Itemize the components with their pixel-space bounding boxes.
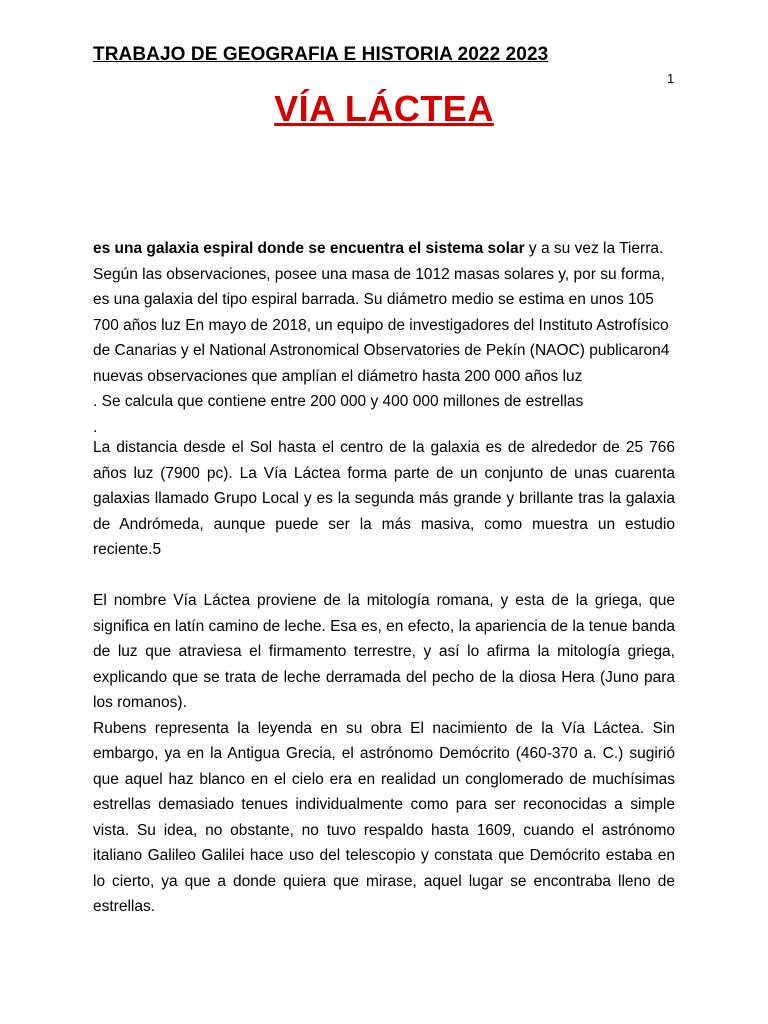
paragraph-line: los romanos). [93,694,187,711]
paragraph-line [93,236,675,262]
document-header: TRABAJO DE GEOGRAFIA E HISTORIA 2022 2023 [93,44,549,65]
paragraph-line: que aquel haz blanco en el cielo era en realidad un conglomerado de muchísimas [93,770,675,788]
paragraph-line: Rubens representa la leyenda en su obra El nacimiento de la Vía Láctea. Sin [93,719,675,737]
paragraph-line: nuevas observaciones que amplían el diámetro hasta 200 000 años luz [93,367,583,385]
lead-rest-text: y a su vez la Tierra. [524,240,664,257]
paragraph-line: de luz que atraviesa el firmamento terrestre, y así lo afirma la mitología griega, [93,643,675,660]
paragraph-name-origin [93,588,675,920]
paragraph-line: de Andrómeda, aunque puede ser la más masiva, como muestra un estudio [93,515,675,533]
paragraph-intro [93,236,675,440]
paragraph-line: 700 años luz En mayo de 2018, un equipo de investigadores del Instituto Astrofísico [93,316,669,334]
paragraph-line: Según las observaciones, posee una masa de 1012 masas solares y, por su forma, [93,265,665,283]
paragraph-line: El nombre Vía Láctea proviene de la mitología romana, y esta de la griega, que [93,592,675,609]
paragraph-line: . [93,418,98,436]
paragraph-line: lo cierto, ya que a donde quiera que mirase, aquel lugar se encontraba lleno de [93,872,675,890]
paragraph-line: . Se calcula que contiene entre 200 000 y 400 000 millones de estrellas [93,393,584,410]
paragraph-line: italiano Galileo Galilei hace uso del telescopio y constata que Demócrito estaba en [93,847,675,864]
paragraph-line: significa en latín camino de leche. Esa es, en efecto, la apariencia de la tenue banda [93,617,675,635]
paragraph-line: estrellas demasiado tenues individualmente como para ser reconocidas a simple [93,796,675,813]
paragraph-line: es una galaxia del tipo espiral barrada. Su diámetro medio se estima en unos 105 [93,291,654,308]
paragraph-line: de Canarias y el National Astronomical Observatories de Pekín (NAOC) publicaron4 [93,342,670,359]
bold-lead-text: es una galaxia espiral donde se encuentra el sistema solar [93,240,525,257]
paragraph-line: La distancia desde el Sol hasta el centro de la galaxia es de alrededor de 25 766 [93,439,675,456]
page-number: 1 [667,71,675,86]
paragraph-line: vista. Su idea, no obstante, no tuvo respaldo hasta 1609, cuando el astrónomo [93,821,675,839]
paragraph-line: galaxias llamado Grupo Local y es la segunda más grande y brillante tras la galaxia [93,490,675,507]
page-title: VÍA LÁCTEA [274,88,494,129]
paragraph-line: reciente.5 [93,541,162,558]
paragraph-line: explicando que se trata de leche derramada del pecho de la diosa Hera (Juno para [93,668,675,686]
paragraph-distance [93,435,675,563]
paragraph-line: embargo, ya en la Antigua Grecia, el astrónomo Demócrito (460-370 a. C.) sugirió [93,745,675,762]
paragraph-line: estrellas. [93,898,156,915]
paragraph-line: años luz (7900 pc). La Vía Láctea forma parte de un conjunto de unas cuarenta [93,464,675,482]
